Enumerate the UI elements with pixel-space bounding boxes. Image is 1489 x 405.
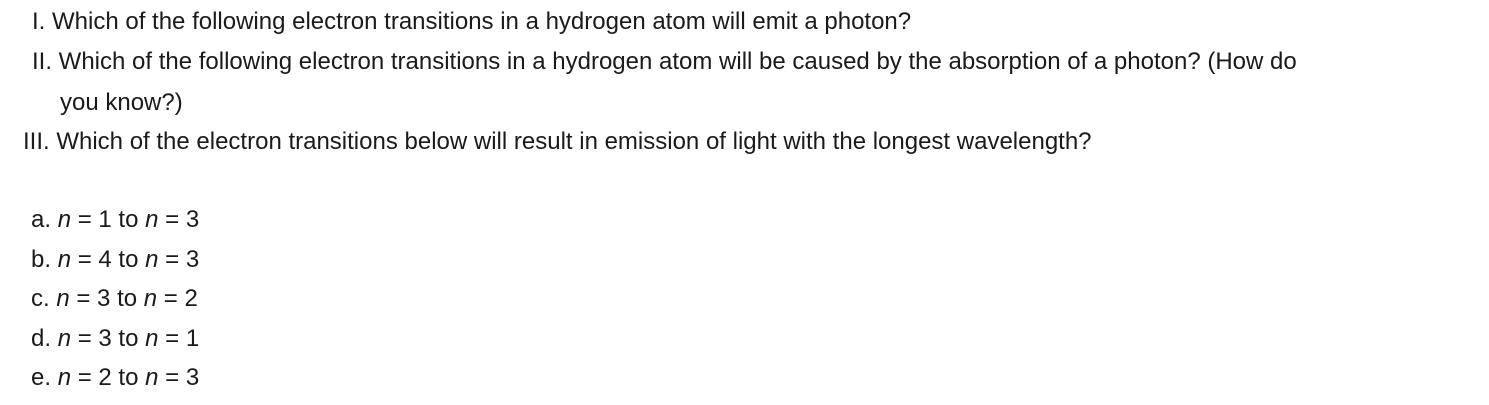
variable-n: n [143, 285, 158, 312]
variable-n: n [145, 364, 159, 391]
variable-n: n [145, 324, 159, 352]
option-to-text: = 3 [165, 364, 200, 391]
question-1: I. Which of the following electron transitions in a hydrogen atom will emit a photon? [32, 8, 912, 35]
question-2-line-2: you know?) [60, 89, 183, 116]
option-from-text: = 3 to [77, 324, 139, 352]
option-letter: b. [31, 245, 52, 273]
option-letter: d. [31, 324, 52, 352]
option-to-text: = 3 [165, 245, 200, 273]
option-from-text: = 1 to [77, 206, 139, 233]
option-from-text: = 2 to [77, 364, 139, 391]
option-from-text: = 3 to [76, 285, 138, 312]
option-to-text: = 1 [165, 324, 200, 352]
variable-n: n [57, 324, 72, 352]
option-a [31, 206, 199, 246]
option-to-text: = 3 [165, 206, 200, 233]
variable-n: n [57, 245, 72, 273]
option-c [31, 285, 199, 325]
option-letter: e. [31, 364, 52, 391]
option-from-text: = 4 to [77, 245, 139, 273]
option-d [31, 325, 199, 365]
variable-n: n [145, 245, 159, 273]
variable-n: n [145, 206, 159, 233]
question-3: III. Which of the electron transitions below will result in emission of light with the longest wavelength? [23, 128, 1092, 155]
answer-options [31, 206, 199, 404]
variable-n: n [57, 206, 72, 233]
option-letter: a. [31, 206, 52, 233]
variable-n: n [57, 364, 72, 391]
option-e [31, 364, 199, 404]
question-2-line-1: II. Which of the following electron transitions in a hydrogen atom will be caused by the absorption of a photon? (How do [32, 48, 1297, 75]
option-to-text: = 2 [163, 285, 198, 312]
option-b [31, 246, 199, 286]
option-letter: c. [31, 285, 50, 312]
variable-n: n [56, 285, 70, 312]
